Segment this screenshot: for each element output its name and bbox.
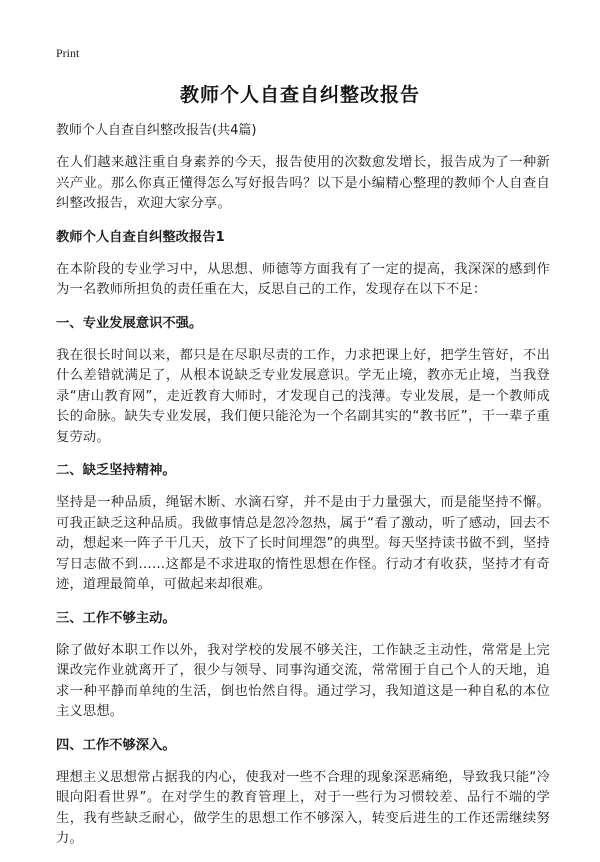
section-body-4: 理想主义思想常占据我的内心，使我对一些不合理的现象深恶痛绝，导致我只能“冷眼向阳看世界”。在对学生的教育管理上，对于一些行为习惯较差、品行不端的学生，我有些缺乏耐心，做学生的思想工作不够深入，转变后进生的工作还需继续努力。 <box>56 769 550 846</box>
section-heading-4: 四、工作不够深入。 <box>56 737 176 753</box>
section-heading-1: 一、专业发展意识不强。 <box>56 315 203 331</box>
section-heading-2: 二、缺乏坚持精神。 <box>56 463 176 478</box>
report-intro-paragraph: 在本阶段的专业学习中，从思想、师德等方面我有了一定的提高，我深深的感到作为一名教师所担负的责任重在大，反思自己的工作，发现存在以下不足： <box>56 261 550 297</box>
intro-paragraph: 在人们越来越注重自身素养的今天，报告使用的次数愈发增长，报告成为了一种新兴产业。那么你真正懂得怎么写好报告吗？以下是小编精心整理的教师个人自查自纠整改报告，欢迎大家分享。 <box>56 155 550 211</box>
page-title: 教师个人自查自纠整改报告 <box>179 84 420 106</box>
section-heading-3: 三、工作不够主动。 <box>56 610 176 626</box>
document-subtitle: 教师个人自查自纠整改报告(共4篇) <box>56 123 257 138</box>
section-body-2: 坚持是一种品质，绳锯木断、水滴石穿，并不是由于力量强大，而是能坚持不懈。可我正缺乏这种品质。我做事情总是忽冷忽热，属于“看了激动，听了感动，回去不动，想起来一阵子干几天，放下了长时间埋怨”的典型。每天坚持读书做不到，坚持写日志做不到……这都是不求进取的惰性思想在作怪。行动才有收获，坚持才有奇迹，道理最简单，可做起来却很难。 <box>56 495 550 592</box>
section-body-3: 除了做好本职工作以外，我对学校的发展不够关注，工作缺乏主动性，常常是上完课改完作业就离开了，很少与领导、同事沟通交流，常常囿于自己个人的天地，追求一种平静而单纯的生活，倒也怡然自得。通过学习，我知道这是一种自私的本位主义思想。 <box>56 642 550 719</box>
print-label: Print <box>56 46 80 60</box>
document-body <box>56 120 550 862</box>
section-body-1: 我在很长时间以来，都只是在尽职尽责的工作，力求把课上好，把学生管好，不出什么差错就满足了，从根本说缺乏专业发展意识。学无止境，教亦无止境，当我登录“唐山教育网”，走近教育大师时，才发现自己的浅薄。专业发展，是一个教师成长的命脉。缺失专业发展，我们便只能沦为一个名副其实的“教书匠”，干一辈子重复劳动。 <box>56 347 550 445</box>
report-heading: 教师个人自查自纠整改报告1 <box>56 229 225 245</box>
